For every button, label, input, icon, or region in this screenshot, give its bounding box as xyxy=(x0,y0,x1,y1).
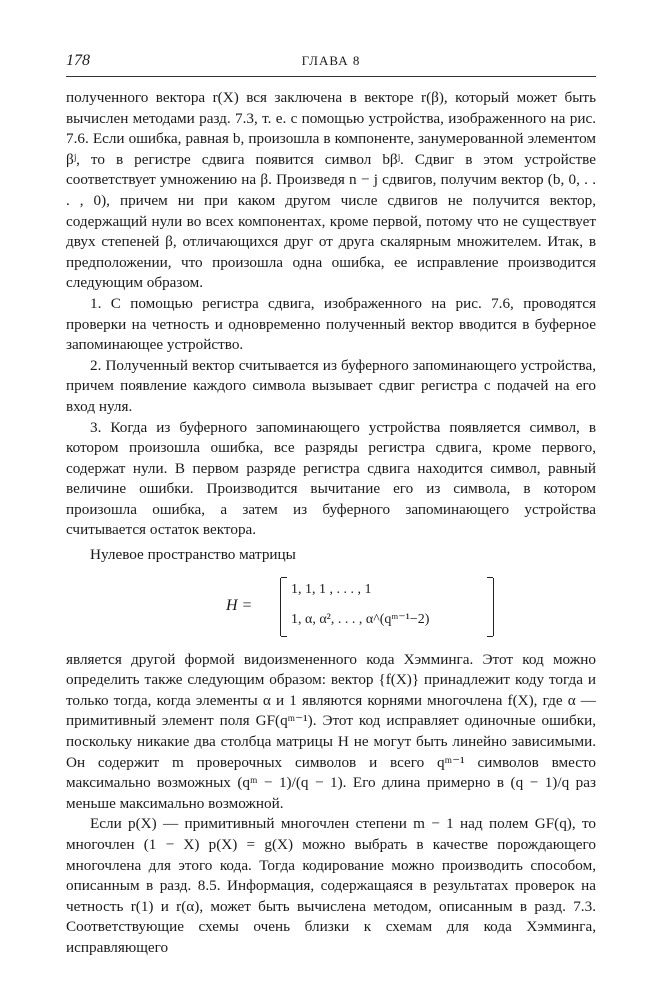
matrix-brackets xyxy=(280,578,494,636)
header-rule xyxy=(66,76,596,77)
matrix-equation xyxy=(66,574,596,644)
paragraph-4: 3. Когда из буферного запоминающего устройства появляется символ, в котором произошла ошибка, все разряды регистра сдвига, кроме первого, содержат нули. В первом разряде регистра сдвига находится символ, равный величине ошибки. Производится вычитание его из символа, в котором произошла ошибка, а затем из буферного запоминающего устройства считывается остаток вектора. xyxy=(66,418,596,539)
matrix-lhs: H = xyxy=(226,596,253,614)
page-number: 178 xyxy=(66,52,90,69)
paragraph-1: полученного вектора r(X) вся заключена в векторе r(β), который может быть вычислен методами разд. 7.3, т. е. с помощью устройства, изображенного на рис. 7.6. Если ошибка, равная b, произошла в компоненте, занумерованной элементом βʲ, то в регистре сдвига появится символ bβʲ. Сдвиг в этом устройстве соответствует умножению на β. Произведя n − j сдвигов, получим вектор (b, 0, . . . , 0), причем ни при каком другом числе сдвигов не получится вектор, содержащий нули во всех компонентах, кроме первой, потому что не существует двух степеней β, отличающихся друг от друга скалярным множителем. Итак, в предположении, что произошла одна ошибка, ее исправление производится следующим образом. xyxy=(66,89,596,292)
paragraph-7: Если p(X) — примитивный многочлен степени m − 1 над полем GF(q), то многочлен (1 − X) p(X) = g(X) можно выбрать в качестве порождающего многочлена для этого кода. Тогда кодирование можно производить способом, описанным в разд. 8.5. Информация, содержащаяся в результатах проверок на четность r(1) и r(α), может быть вычислена методом, описанным в разд. 7.3. Соответствующие схемы очень близки к схемам для кода Хэмминга, исправляющего xyxy=(66,815,596,956)
matrix-row-2: 1, α, α², . . . , α^(qᵐ⁻¹−2) xyxy=(291,611,430,627)
page-header xyxy=(66,52,596,72)
chapter-title: ГЛАВА 8 xyxy=(301,53,361,68)
matrix-row-1: 1, 1, 1 , . . . , 1 xyxy=(291,581,372,597)
paragraph-3: 2. Полученный вектор считывается из буферного запоминающего устройства, причем появление каждого символа вызывает сдвиг регистра с подачей на его вход нуля. xyxy=(66,356,596,415)
paragraph-2: 1. С помощью регистра сдвига, изображенного на рис. 7.6, проводятся проверки на четность и одновременно полученный вектор вводится в буферное запоминающее устройство. xyxy=(66,294,596,354)
paragraph-6: является другой формой видоизмененного кода Хэмминга. Этот код можно определить также следующим образом: вектор {f(X)} принадлежит коду тогда и только тогда, когда элементы α и 1 являются корнями многочлена f(X), где α — примитивный элемент поля GF(qᵐ⁻¹). Этот код исправляет одиночные ошибки, поскольку никакие два столбца матрицы H не могут быть линейно зависимыми. Он содержит m проверочных символов и всего qᵐ⁻¹ символов вместо максимально возможных (qᵐ − 1)/(q − 1). Его длина примерно в (q − 1)/q раз меньше максимально возможной. xyxy=(66,650,596,812)
page-body xyxy=(66,88,596,959)
paragraph-5: Нулевое пространство матрицы xyxy=(90,546,296,564)
